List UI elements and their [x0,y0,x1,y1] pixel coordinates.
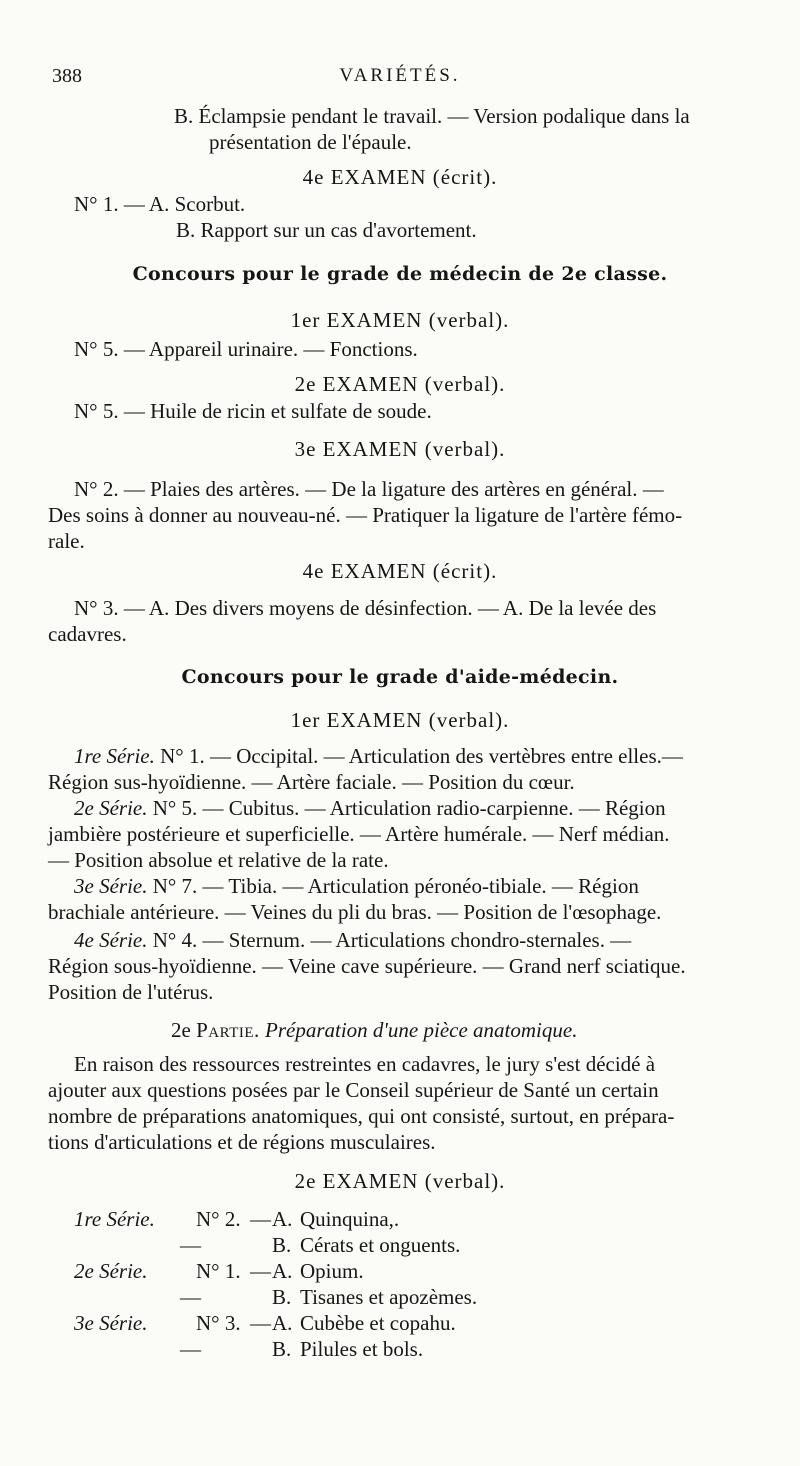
running-title: VARIÉTÉS. [339,65,461,86]
serie-text: N° 7. — Tibia. — Articulation péronéo-tibiale. — Région [152,874,639,898]
serie-line: Position de l'utérus. [48,980,214,1004]
exam-item: N° 5. — Huile de ricin et sulfate de soude. [74,399,432,423]
exam-heading: 1er EXAMEN (verbal). [290,308,510,332]
row-dash: — [180,1337,201,1361]
serie-entry [74,927,631,953]
exam-item: B. Rapport sur un cas d'avortement. [176,218,477,242]
item-b-line: présentation de l'épaule. [209,130,412,154]
section-title: Concours pour le grade de médecin de 2e classe. [132,263,668,285]
row-letter: A. [272,1207,293,1231]
partie-word: Partie. [196,1018,260,1042]
exam-item-line: N° 3. — A. Des divers moyens de désinfection. — A. De la levée des [74,596,657,620]
row-letter: B. [272,1233,292,1257]
row-text: Quinquina,. [300,1207,400,1231]
exam-heading: 1er EXAMEN (verbal). [290,708,510,732]
row-serie: 2e Série. [74,1259,148,1283]
row-serie: 1re Série. [74,1207,155,1231]
serie-label: 4e Série. [74,928,148,952]
exam-heading: 2e EXAMEN (verbal). [294,1169,506,1193]
exam-item: N° 1. — A. Scorbut. [74,192,246,216]
serie-entry [74,873,639,899]
table-row [0,1206,800,1232]
row-letter: A. [272,1259,293,1283]
paragraph-line: En raison des ressources restreintes en cadavres, le jury s'est décidé à [74,1052,656,1076]
row-text: Pilules et bols. [300,1337,424,1361]
row-letter: B. [272,1337,292,1361]
serie-entry [74,795,666,821]
row-number: N° 1. [196,1259,241,1283]
row-dash: — [180,1285,201,1309]
paragraph-line: ajouter aux questions posées par le Conseil supérieur de Santé un certain [48,1078,659,1102]
page-number: 388 [52,65,82,87]
table-row [0,1232,800,1258]
row-letter: B. [272,1285,292,1309]
item-b-line: B. Éclampsie pendant le travail. — Version podalique dans la [174,104,690,128]
exam-heading: 4e EXAMEN (écrit). [302,165,498,189]
serie-text: N° 5. — Cubitus. — Articulation radio-carpienne. — Région [152,796,666,820]
table-row [0,1258,800,1284]
exam-heading: 3e EXAMEN (verbal). [294,437,506,461]
exam-item-line: N° 2. — Plaies des artères. — De la ligature des artères en général. — [74,477,664,501]
exam-item-line: rale. [48,529,85,553]
row-text: Opium. [300,1259,364,1283]
serie-text: N° 4. — Sternum. — Articulations chondro-sternales. — [152,928,632,952]
exam-item: N° 5. — Appareil urinaire. — Fonctions. [74,337,418,361]
serie-text: N° 1. — Occipital. — Articulation des vertèbres entre elles.— [160,744,683,768]
row-serie: 3e Série. [74,1311,148,1335]
paragraph-line: tions d'articulations et de régions musculaires. [48,1130,436,1154]
row-number: N° 2. [196,1207,241,1231]
row-text: Cubèbe et copahu. [300,1311,456,1335]
serie-line: jambière postérieure et superficielle. — Artère humérale. — Nerf médian. [48,822,670,846]
partie-heading [171,1017,577,1043]
row-letter: A. [272,1311,293,1335]
serie-label: 2e Série. [74,796,148,820]
row-dash: — [250,1259,271,1283]
table-row [0,1336,800,1362]
row-dash: — [250,1311,271,1335]
partie-number: 2e [171,1018,191,1042]
section-title: Concours pour le grade d'aide-médecin. [181,666,619,688]
serie-entry [74,743,683,769]
partie-title: Préparation d'une pièce anatomique. [265,1018,578,1042]
exam-item-line: cadavres. [48,622,127,646]
exam-heading: 4e EXAMEN (écrit). [302,559,498,583]
row-text: Cérats et onguents. [300,1233,461,1257]
table-row [0,1310,800,1336]
table-row [0,1284,800,1310]
serie-label: 3e Série. [74,874,148,898]
serie-line: Région sous-hyoïdienne. — Veine cave supérieure. — Grand nerf sciatique. [48,954,686,978]
paragraph-line: nombre de préparations anatomiques, qui ont consisté, surtout, en prépara- [48,1104,675,1128]
row-dash: — [180,1233,201,1257]
row-text: Tisanes et apozèmes. [300,1285,478,1309]
serie-line: — Position absolue et relative de la rate. [48,848,389,872]
serie-line: brachiale antérieure. — Veines du pli du bras. — Position de l'œsophage. [48,900,662,924]
row-dash: — [250,1207,271,1231]
exam-heading: 2e EXAMEN (verbal). [294,372,506,396]
serie-label: 1re Série. [74,744,155,768]
exam-item-line: Des soins à donner au nouveau-né. — Pratiquer la ligature de l'artère fémo- [48,503,683,527]
row-number: N° 3. [196,1311,241,1335]
serie-line: Région sus-hyoïdienne. — Artère faciale. — Position du cœur. [48,770,575,794]
